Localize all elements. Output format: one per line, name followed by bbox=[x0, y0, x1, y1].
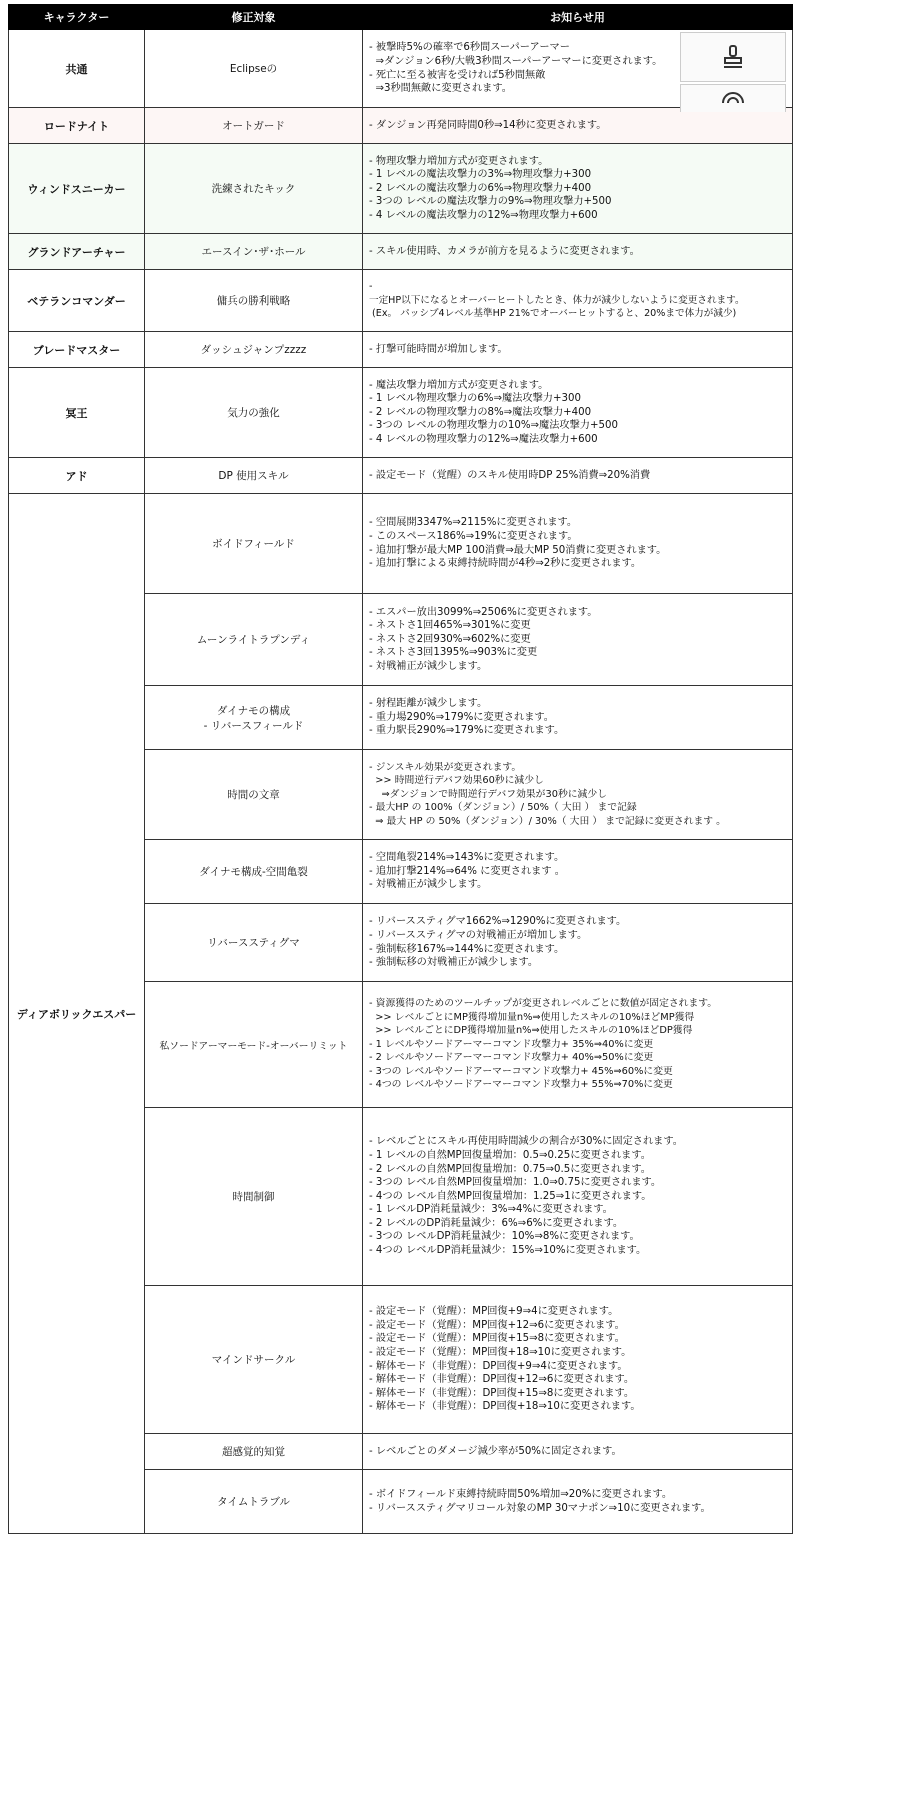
note-cell: - ボイドフィールド束縛持続時間50%増加⇒20%に変更されます。 - リバーススティグマリコール対象のMP 30マナポン⇒10に変更されます。 bbox=[363, 1470, 793, 1534]
note-cell: - ジンスキル効果が変更されます。 >> 時間逆行デバフ効果60秒に減少し ⇒ダンジョンで時間逆行デバフ効果が30秒に減少し - 最大HP の 100%（ダンジョン）/ 50%（ 大田 ） まで記録 ⇒ 最大 HP の 50%（ダンジョン）/ 30%（ 大田 ） まで記録に変更されます 。 bbox=[363, 750, 793, 840]
note-cell: - 設定モード（覚醒）のスキル使用時DP 25%消費⇒20%消費 bbox=[363, 458, 793, 494]
skill-cell: 時間の文章 bbox=[145, 750, 363, 840]
skill-cell: 私ソードアーマーモード-オーバーリミット bbox=[145, 982, 363, 1108]
header-notice: お知らせ用 bbox=[363, 5, 793, 30]
skill-cell: タイムトラブル bbox=[145, 1470, 363, 1534]
skill-cell: 時間制御 bbox=[145, 1108, 363, 1286]
table-row bbox=[9, 234, 793, 270]
note-cell: - 空間展開3347%⇒2115%に変更されます。 - このスペース186%⇒19%に変更されます。 - 追加打撃が最大MP 100消費⇒最大MP 50消費に変更されます。 - 追加打撃による束縛持続時間が4秒⇒2秒に変更されます。 bbox=[363, 494, 793, 594]
note-cell: - 魔法攻撃力増加方式が変更されます。 - 1 レベル物理攻撃力の6%⇒魔法攻撃力+300 - 2 レベルの物理攻撃力の8%⇒魔法攻撃力+400 - 3つの レベルの物理攻撃力の10%⇒魔法攻撃力+500 - 4 レベルの物理攻撃力の12%⇒魔法攻撃力+600 bbox=[363, 368, 793, 458]
note-cell: - レベルごとのダメージ減少率が50%に固定されます。 bbox=[363, 1434, 793, 1470]
character-cell: アド bbox=[9, 458, 145, 494]
table-row bbox=[9, 144, 793, 234]
note-cell: - 資源獲得のためのツールチップが変更されレベルごとに数値が固定されます。 >> レベルごとにMP獲得増加量n%⇒使用したスキルの10%ほどMP獲得 >> レベルごとにDP獲得増加量n%⇒使用したスキルの10%ほどDP獲得 - 1 レベルやソードアーマーコマンド攻撃力+ 35%⇒40%に変更 - 2 レベルやソードアーマーコマンド攻撃力+ 40%⇒50%に変更 - 3つの レベルやソードアーマーコマンド攻撃力+ 45%⇒60%に変更 - 4つの レベルやソードアーマーコマンド攻撃力+ 55%⇒70%に変更 bbox=[363, 982, 793, 1108]
note-cell: - 被撃時5%の確率で6秒間スーパーアーマー ⇒ダンジョン6秒/大戦3秒間スーパーアーマーに変更されます。 - 死亡に至る被害を受ければ5秒間無敵 ⇒3秒間無敵に変更されます。 bbox=[363, 30, 793, 108]
stamp-icon bbox=[720, 44, 746, 70]
table-row bbox=[9, 494, 793, 594]
spiral-icon bbox=[720, 85, 746, 105]
patch-notes-table-wrapper bbox=[8, 4, 792, 1534]
table-header bbox=[9, 5, 793, 30]
spiral-button[interactable] bbox=[680, 84, 786, 112]
note-cell: - 一定HP以下になるとオーバーヒートしたとき、体力が減少しないように変更されます。 (Ex。 パッシブ4レベル基準HP 21%でオーバーヒットすると、20%まで体力が減少) bbox=[363, 270, 793, 332]
skill-cell: ダッシュジャンプzzzz bbox=[145, 332, 363, 368]
skill-cell: 気力の強化 bbox=[145, 368, 363, 458]
table-row bbox=[9, 30, 793, 108]
header-character: キャラクター bbox=[9, 5, 145, 30]
skill-cell: 超感覚的知覚 bbox=[145, 1434, 363, 1470]
table-row bbox=[9, 332, 793, 368]
character-cell: ディアボリックエスパー bbox=[9, 494, 145, 1534]
note-cell: - 射程距離が減少します。 - 重力場290%⇒179%に変更されます。 - 重力駅長290%⇒179%に変更されます。 bbox=[363, 686, 793, 750]
table-row bbox=[9, 368, 793, 458]
note-cell: - 設定モード（覚醒）：MP回復+9⇒4に変更されます。 - 設定モード（覚醒）：MP回復+12⇒6に変更されます。 - 設定モード（覚醒）：MP回復+15⇒8に変更されます。 - 設定モード（覚醒）：MP回復+18⇒10に変更されます。 - 解体モード（非覚醒）：DP回復+9⇒4に変更されます。 - 解体モード（非覚醒）：DP回復+12⇒6に変更されます。 - 解体モード（非覚醒）：DP回復+15⇒8に変更されます。 - 解体モード（非覚醒）：DP回復+18⇒10に変更されます。 bbox=[363, 1286, 793, 1434]
character-cell: ウィンドスニーカー bbox=[9, 144, 145, 234]
skill-cell: ムーンライトラプンディ bbox=[145, 594, 363, 686]
table-row bbox=[9, 108, 793, 144]
character-cell: ロードナイト bbox=[9, 108, 145, 144]
note-cell: - ダンジョン再発同時間0秒⇒14秒に変更されます。 bbox=[363, 108, 793, 144]
note-cell: - スキル使用時、カメラが前方を見るように変更されます。 bbox=[363, 234, 793, 270]
skill-cell: 傭兵の勝利戦略 bbox=[145, 270, 363, 332]
table-row bbox=[9, 270, 793, 332]
character-cell: ブレードマスター bbox=[9, 332, 145, 368]
skill-cell: Eclipseの bbox=[145, 30, 363, 108]
header-target: 修正対象 bbox=[145, 5, 363, 30]
note-cell: - レベルごとにスキル再使用時間減少の割合が30%に固定されます。 - 1 レベルの自然MP回復量増加：0.5⇒0.25に変更されます。 - 2 レベルの自然MP回復量増加：0.75⇒0.5に変更されます。 - 3つの レベル自然MP回復量増加：1.0⇒0.75に変更されます。 - 4つの レベル自然MP回復量増加：1.25⇒1に変更されます。 - 1 レベルDP消耗量減少：3%⇒4%に変更されます。 - 2 レベルのDP消耗量減少：6%⇒6%に変更されます。 - 3つの レベルDP消耗量減少：10%⇒8%に変更されます。 - 4つの レベルDP消耗量減少：15%⇒10%に変更されます。 bbox=[363, 1108, 793, 1286]
note-cell: - リバーススティグマ1662%⇒1290%に変更されます。 - リバーススティグマの対戦補正が増加します。 - 強制転移167%⇒144%に変更されます。 - 強制転移の対戦補正が減少します。 bbox=[363, 904, 793, 982]
skill-cell: エースイン･ザ･ホール bbox=[145, 234, 363, 270]
note-cell: - 空間亀裂214%⇒143%に変更されます。 - 追加打撃214%⇒64% に変更されます 。 - 対戦補正が減少します。 bbox=[363, 840, 793, 904]
skill-cell: 洗練されたキック bbox=[145, 144, 363, 234]
character-cell: 冥王 bbox=[9, 368, 145, 458]
skill-cell: リバーススティグマ bbox=[145, 904, 363, 982]
note-cell: - 物理攻撃力増加方式が変更されます。 - 1 レベルの魔法攻撃力の3%⇒物理攻撃力+300 - 2 レベルの魔法攻撃力の6%⇒物理攻撃力+400 - 3つの レベルの魔法攻撃力の9%⇒物理攻撃力+500 - 4 レベルの魔法攻撃力の12%⇒物理攻撃力+600 bbox=[363, 144, 793, 234]
character-cell: ベテランコマンダー bbox=[9, 270, 145, 332]
character-cell: 共通 bbox=[9, 30, 145, 108]
skill-cell: ダイナモの構成 - リバースフィールド bbox=[145, 686, 363, 750]
skill-cell: ボイドフィールド bbox=[145, 494, 363, 594]
note-cell: - エスパー放出3099%⇒2506%に変更されます。 - ネストさ1回465%⇒301%に変更 - ネストさ2回930%⇒602%に変更 - ネストさ3回1395%⇒903%に変更 - 対戦補正が減少します。 bbox=[363, 594, 793, 686]
skill-cell: ダイナモ構成-空間亀裂 bbox=[145, 840, 363, 904]
note-cell: - 打撃可能時間が増加します。 bbox=[363, 332, 793, 368]
floating-toolbar bbox=[680, 32, 790, 112]
table-row bbox=[9, 458, 793, 494]
skill-cell: オートガード bbox=[145, 108, 363, 144]
stamp-button[interactable] bbox=[680, 32, 786, 82]
skill-cell: マインドサークル bbox=[145, 1286, 363, 1434]
patch-notes-table bbox=[8, 4, 793, 1534]
character-cell: グランドアーチャー bbox=[9, 234, 145, 270]
skill-cell: DP 使用スキル bbox=[145, 458, 363, 494]
